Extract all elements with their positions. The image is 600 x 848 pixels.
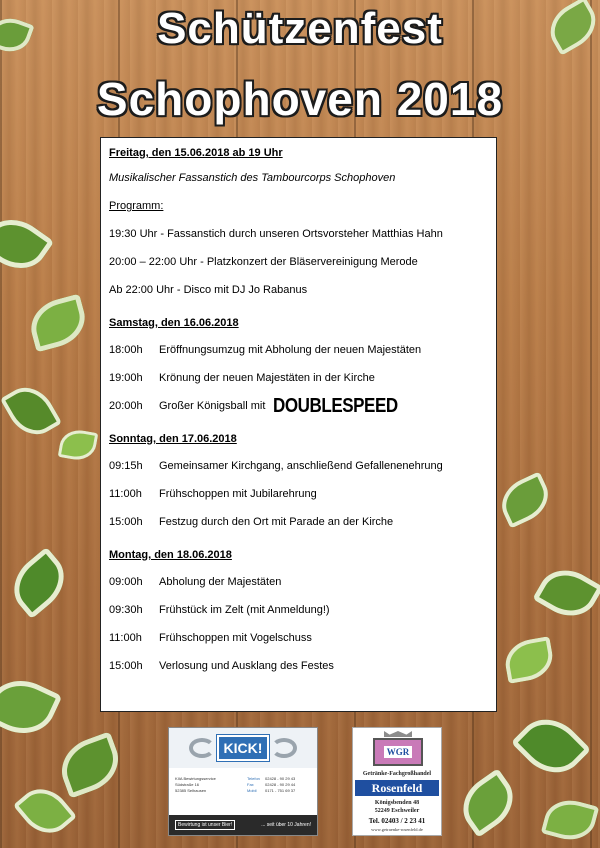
kick-address bbox=[175, 776, 216, 794]
schedule-time: 19:00h bbox=[109, 372, 143, 384]
schedule-text: Abholung der Majestäten bbox=[159, 576, 282, 588]
ivy-leaf-icon bbox=[0, 207, 54, 281]
schedule-row bbox=[109, 568, 488, 596]
schedule-time: 11:00h bbox=[109, 632, 142, 644]
ivy-leaf-icon bbox=[53, 731, 126, 799]
schedule-time: 09:30h bbox=[109, 604, 143, 616]
programm-label: Programm: bbox=[109, 200, 164, 212]
poster-subtitle: Schophoven 2018 bbox=[96, 73, 504, 125]
schedule-text: Frühstück im Zelt (mit Anmeldung!) bbox=[159, 604, 330, 616]
rosenfeld-name: Rosenfeld bbox=[355, 780, 439, 796]
schedule-text: Gemeinsamer Kirchgang, anschließend Gefallenenehrung bbox=[159, 460, 443, 472]
friday-item: Ab 22:00 Uhr - Disco mit DJ Jo Rabanus bbox=[109, 284, 308, 296]
ivy-leaf-icon bbox=[25, 294, 91, 353]
schedule-row bbox=[109, 624, 488, 652]
ivy-leaf-icon bbox=[502, 636, 556, 684]
poster-title: Schützenfest bbox=[157, 4, 443, 53]
wgr-emblem bbox=[373, 738, 423, 766]
band-name: DOUBLESPEED bbox=[273, 394, 399, 417]
rosenfeld-phone: Tel. 02403 / 2 23 41 bbox=[368, 817, 426, 825]
swirl-icon bbox=[271, 738, 297, 758]
rosenfeld-address2: 52249 Eschweiler bbox=[374, 808, 420, 814]
schedule-time: 18:00h bbox=[109, 344, 143, 356]
kick-fax: 02428 - 90 29 44 bbox=[265, 782, 296, 787]
sponsor-kick-ad bbox=[168, 727, 318, 836]
kick-slogan-left: Bewirtung ist unser Bier! bbox=[175, 820, 235, 830]
kick-contacts bbox=[247, 776, 295, 794]
schedule-row bbox=[109, 452, 488, 480]
ivy-leaf-icon bbox=[452, 768, 524, 838]
rosenfeld-line1: Getränke-Fachgroßhandel bbox=[362, 771, 432, 777]
rosenfeld-web: www.getraenke-rosenfeld.de bbox=[371, 827, 423, 832]
ivy-leaf-icon bbox=[0, 669, 62, 745]
schedule-time: 09:15h bbox=[109, 460, 143, 472]
kick-logo: KICK! bbox=[217, 735, 270, 761]
kick-slogan-right: ... seit über 10 Jahren! bbox=[261, 822, 311, 828]
schedule-time: 15:00h bbox=[109, 516, 143, 528]
sunday-heading: Sonntag, den 17.06.2018 bbox=[109, 433, 237, 445]
schedule-text: Frühschoppen mit Vogelschuss bbox=[159, 632, 312, 644]
ivy-leaf-icon bbox=[494, 471, 556, 528]
schedule-text: Verlosung und Ausklang des Festes bbox=[159, 660, 334, 672]
crown-icon bbox=[384, 731, 412, 737]
ivy-leaf-icon bbox=[58, 427, 99, 463]
kick-mobile: 0171 - 751 69 37 bbox=[265, 788, 296, 793]
schedule-text: Eröffnungsumzug mit Abholung der neuen Majestäten bbox=[159, 344, 422, 356]
schedule-row bbox=[109, 480, 488, 508]
kick-street: Südstraße 16 bbox=[175, 782, 200, 787]
schedule-row bbox=[109, 336, 488, 364]
schedule-text: Großer Königsball mit bbox=[159, 400, 266, 412]
friday-item: 19:30 Uhr - Fassanstich durch unseren Ortsvorsteher Matthias Hahn bbox=[109, 228, 443, 240]
swirl-icon bbox=[189, 738, 215, 758]
ivy-leaf-icon bbox=[0, 378, 62, 444]
schedule-row bbox=[109, 596, 488, 624]
friday-item: 20:00 – 22:00 Uhr - Platzkonzert der Bläservereinigung Merode bbox=[109, 256, 418, 268]
wgr-text: WGR bbox=[384, 746, 413, 758]
kick-company: KIIA Bewirtungsservice bbox=[175, 776, 216, 781]
schedule-time: 15:00h bbox=[109, 660, 143, 672]
kick-phone-label: Telefon bbox=[247, 776, 260, 781]
schedule-time: 09:00h bbox=[109, 576, 143, 588]
ivy-leaf-icon bbox=[511, 706, 592, 787]
kick-footer bbox=[169, 815, 317, 835]
kick-mobile-label: Mobil bbox=[247, 788, 257, 793]
friday-subtitle: Musikalischer Fassanstich des Tambourcorps Schophoven bbox=[109, 172, 396, 184]
monday-heading: Montag, den 18.06.2018 bbox=[109, 549, 232, 561]
schedule-text: Frühschoppen mit Jubilarehrung bbox=[159, 488, 317, 500]
kick-fax-label: Fax bbox=[247, 782, 254, 787]
ivy-leaf-icon bbox=[541, 794, 600, 846]
schedule-row bbox=[109, 508, 488, 536]
ivy-leaf-icon bbox=[532, 559, 600, 627]
schedule-time: 20:00h bbox=[109, 400, 143, 412]
schedule-text: Festzug durch den Ort mit Parade an der Kirche bbox=[159, 516, 394, 528]
sponsor-rosenfeld-ad bbox=[352, 727, 442, 836]
kick-city: 52385 Selhausen bbox=[175, 788, 207, 793]
kick-phone: 02428 - 90 29 43 bbox=[265, 776, 296, 781]
schedule-row bbox=[109, 652, 488, 680]
schedule-row bbox=[109, 364, 488, 392]
schedule-text: Krönung der neuen Majestäten in der Kirche bbox=[159, 372, 375, 384]
ivy-leaf-icon bbox=[2, 547, 76, 620]
program-box bbox=[100, 137, 497, 712]
rosenfeld-address1: Königsbenden 48 bbox=[374, 800, 420, 806]
saturday-heading: Samstag, den 16.06.2018 bbox=[109, 317, 239, 329]
schedule-time: 11:00h bbox=[109, 488, 142, 500]
kick-logo-area bbox=[169, 728, 317, 768]
schedule-row bbox=[109, 392, 488, 420]
friday-heading: Freitag, den 15.06.2018 ab 19 Uhr bbox=[109, 147, 283, 159]
